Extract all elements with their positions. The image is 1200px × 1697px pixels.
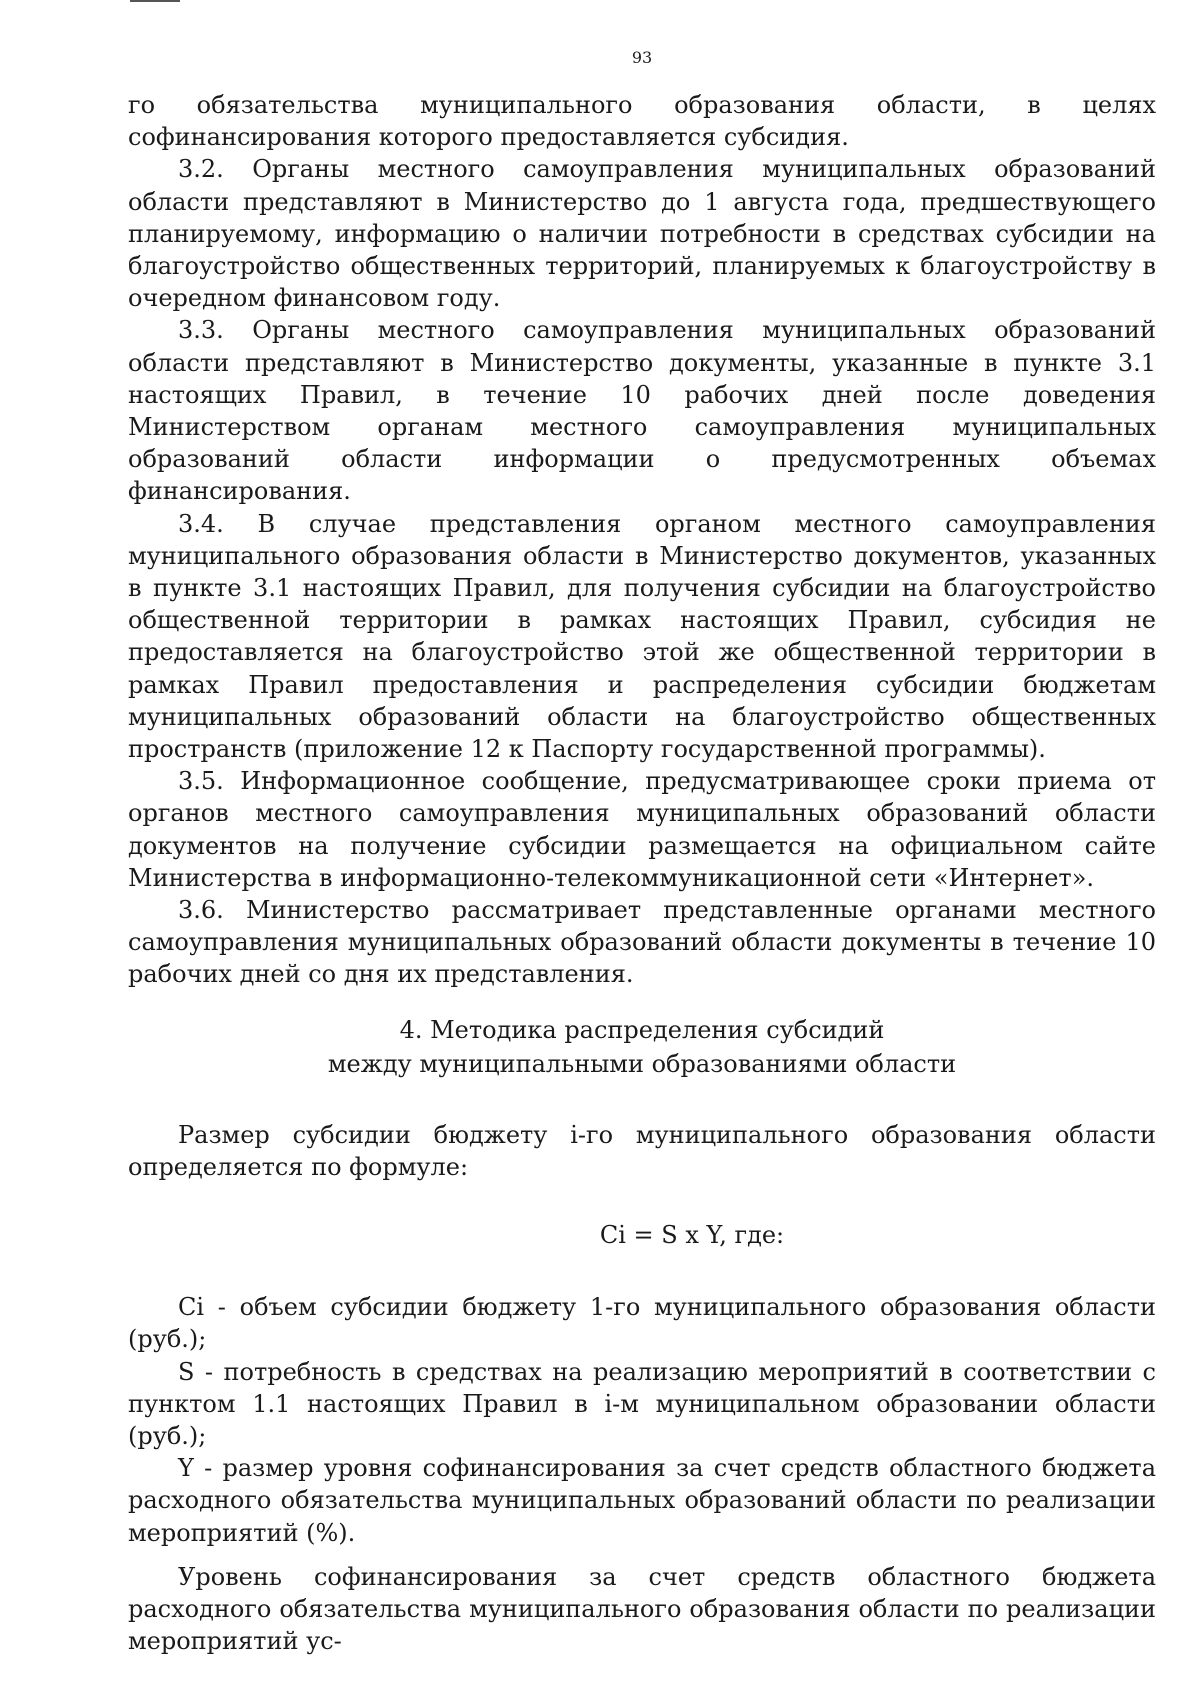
- paragraph-3-5: 3.5. Информационное сообщение, предусматривающее сроки приема от органов местного самоуправления муниципальных образований области документов на получение субсидии размещается на официальном сайте Министерства в информационно-телекоммуникационной сети «Интернет».: [128, 767, 1156, 892]
- paragraph-3-3: 3.3. Органы местного самоуправления муниципальных образований области представляют в Министерство документы, указанные в пункте 3.1 настоящих Правил, в течение 10 рабочих дней после доведения Министерством органам местного самоуправления муниципальных образований области информации о предусмотренных объемах финансирования.: [128, 316, 1156, 506]
- paragraph-3-6: 3.6. Министерство рассматривает представленные органами местного самоуправления муниципальных образований области документы в течение 10 рабочих дней со дня их представления.: [128, 896, 1156, 989]
- intro-paragraph: Размер субсидии бюджету i-го муниципального образования области определяется по формуле:: [128, 1120, 1156, 1181]
- definition-s: S - потребность в средствах на реализацию мероприятий в соответствии с пунктом 1.1 настоящих Правил в i-м муниципальном образовании области (руб.);: [128, 1357, 1156, 1450]
- section-heading: [128, 1013, 1156, 1081]
- document-page: [128, 40, 1156, 1657]
- section-heading-line-2: между муниципальными образованиями области: [327, 1049, 957, 1078]
- page-number: 93: [631, 48, 653, 67]
- scan-artifact-mark: [130, 0, 180, 2]
- paragraph-continuation: го обязательства муниципального образования области, в целях софинансирования которого предоставляется субсидия.: [128, 91, 1156, 152]
- paragraph-3-4: 3.4. В случае представления органом местного самоуправления муниципального образования области в Министерство документов, указанных в пункте 3.1 настоящих Правил, для получения субсидии на благоустройство общественной территории в рамках настоящих Правил, субсидия не предоставляется на благоустройство этой же общественной территории в рамках Правил предоставления и распределения субсидии бюджетам муниципальных образований области на благоустройство общественных пространств (приложение 12 к Паспорту государственной программы).: [128, 509, 1156, 764]
- definition-ci: Ci - объем субсидии бюджету 1-го муниципального образования области (руб.);: [128, 1293, 1156, 1354]
- definition-y: Y - размер уровня софинансирования за счет средств областного бюджета расходного обязательства муниципальных образований области по реализации мероприятий (%).: [128, 1454, 1156, 1547]
- paragraph-3-2: 3.2. Органы местного самоуправления муниципальных образований области представляют в Министерство до 1 августа года, предшествующего планируемому, информацию о наличии потребности в средствах субсидии на благоустройство общественных территорий, планируемых к благоустройству в очередном финансовом году.: [128, 155, 1156, 313]
- section-heading-line-1: 4. Методика распределения субсидий: [399, 1015, 885, 1044]
- spacer: [128, 1549, 1156, 1561]
- closing-paragraph: Уровень софинансирования за счет средств областного бюджета расходного обязательства муниципального образования области по реализации мероприятий ус-: [128, 1562, 1156, 1656]
- formula: Ci = S x Y, где:: [599, 1221, 785, 1250]
